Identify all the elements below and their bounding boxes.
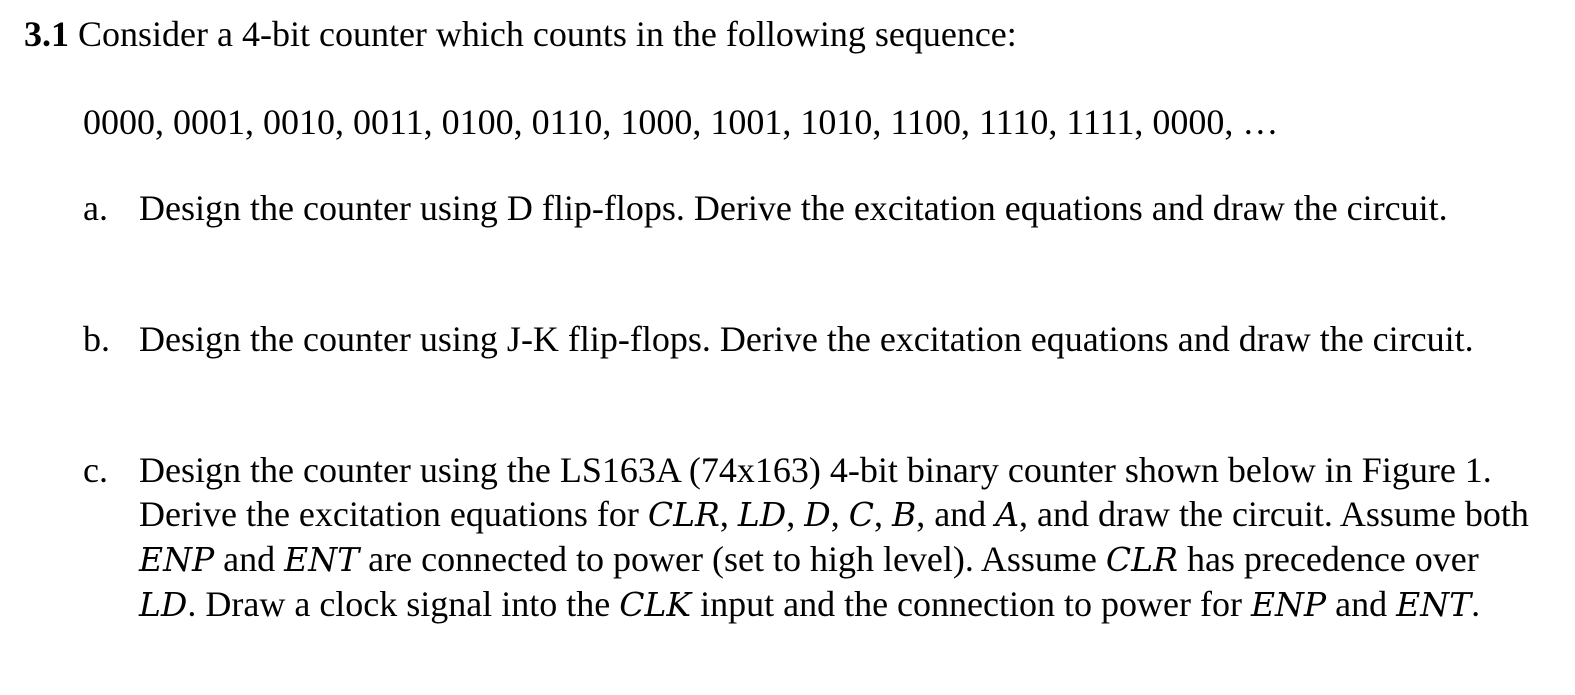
part-c-text-segment: and [214, 539, 285, 579]
part-b-marker: b. [83, 319, 110, 359]
part-c-text-segment: . [1471, 584, 1481, 624]
var-enp: ENP [1250, 585, 1327, 624]
part-c-text-segment: , and [916, 494, 996, 534]
part-c-text-segment: input and the connection to power for [691, 584, 1251, 624]
var-ent: ENT [1396, 585, 1472, 624]
var-d: D [804, 495, 831, 534]
question-heading [24, 12, 1017, 56]
var-clr: CLR [1105, 540, 1178, 579]
var-ent: ENT [284, 540, 360, 579]
part-a [83, 186, 1543, 230]
var-ld: LD [139, 585, 188, 624]
part-c-text-segment: , [873, 494, 892, 534]
var-c: C [848, 495, 874, 534]
question-number: 3.1 [24, 14, 69, 54]
var-clr: CLR [647, 495, 720, 534]
part-c [83, 448, 1543, 627]
part-b [83, 317, 1543, 361]
part-b-text: Design the counter using J-K flip-flops. Derive the excitation equations and draw the circuit. [139, 319, 1474, 359]
count-sequence: 0000, 0001, 0010, 0011, 0100, 0110, 1000, 1001, 1010, 1100, 1110, 1111, 0000, … [83, 102, 1279, 142]
var-a: A [995, 495, 1020, 534]
part-c-marker: c. [83, 450, 108, 490]
part-c-text-segment: are connected to power (set to high level). Assume [359, 539, 1106, 579]
var-enp: ENP [139, 540, 215, 579]
part-c-text [139, 448, 1543, 627]
var-clk: CLK [619, 585, 692, 624]
part-a-text: Design the counter using D flip-flops. Derive the excitation equations and draw the circuit. [139, 188, 1448, 228]
var-ld: LD [737, 495, 787, 534]
part-c-text-segment: , [786, 494, 805, 534]
var-b: B [891, 495, 917, 534]
question-intro: Consider a 4-bit counter which counts in the following sequence: [78, 14, 1017, 54]
part-a-marker: a. [83, 188, 108, 228]
part-c-text-segment: , [719, 494, 738, 534]
part-c-text-segment: , and draw the circuit. Assume both [1019, 494, 1529, 534]
part-c-text-segment: . Draw a clock signal into the [187, 584, 620, 624]
part-c-text-segment: Design the counter using the LS163A (74x163) 4-bit binary counter shown below in Figure 1. Derive the excitation equations for [139, 450, 1492, 534]
part-c-text-segment: , [830, 494, 849, 534]
part-c-text-segment: and [1326, 584, 1397, 624]
part-c-text-segment: has precedence over [1177, 539, 1479, 579]
